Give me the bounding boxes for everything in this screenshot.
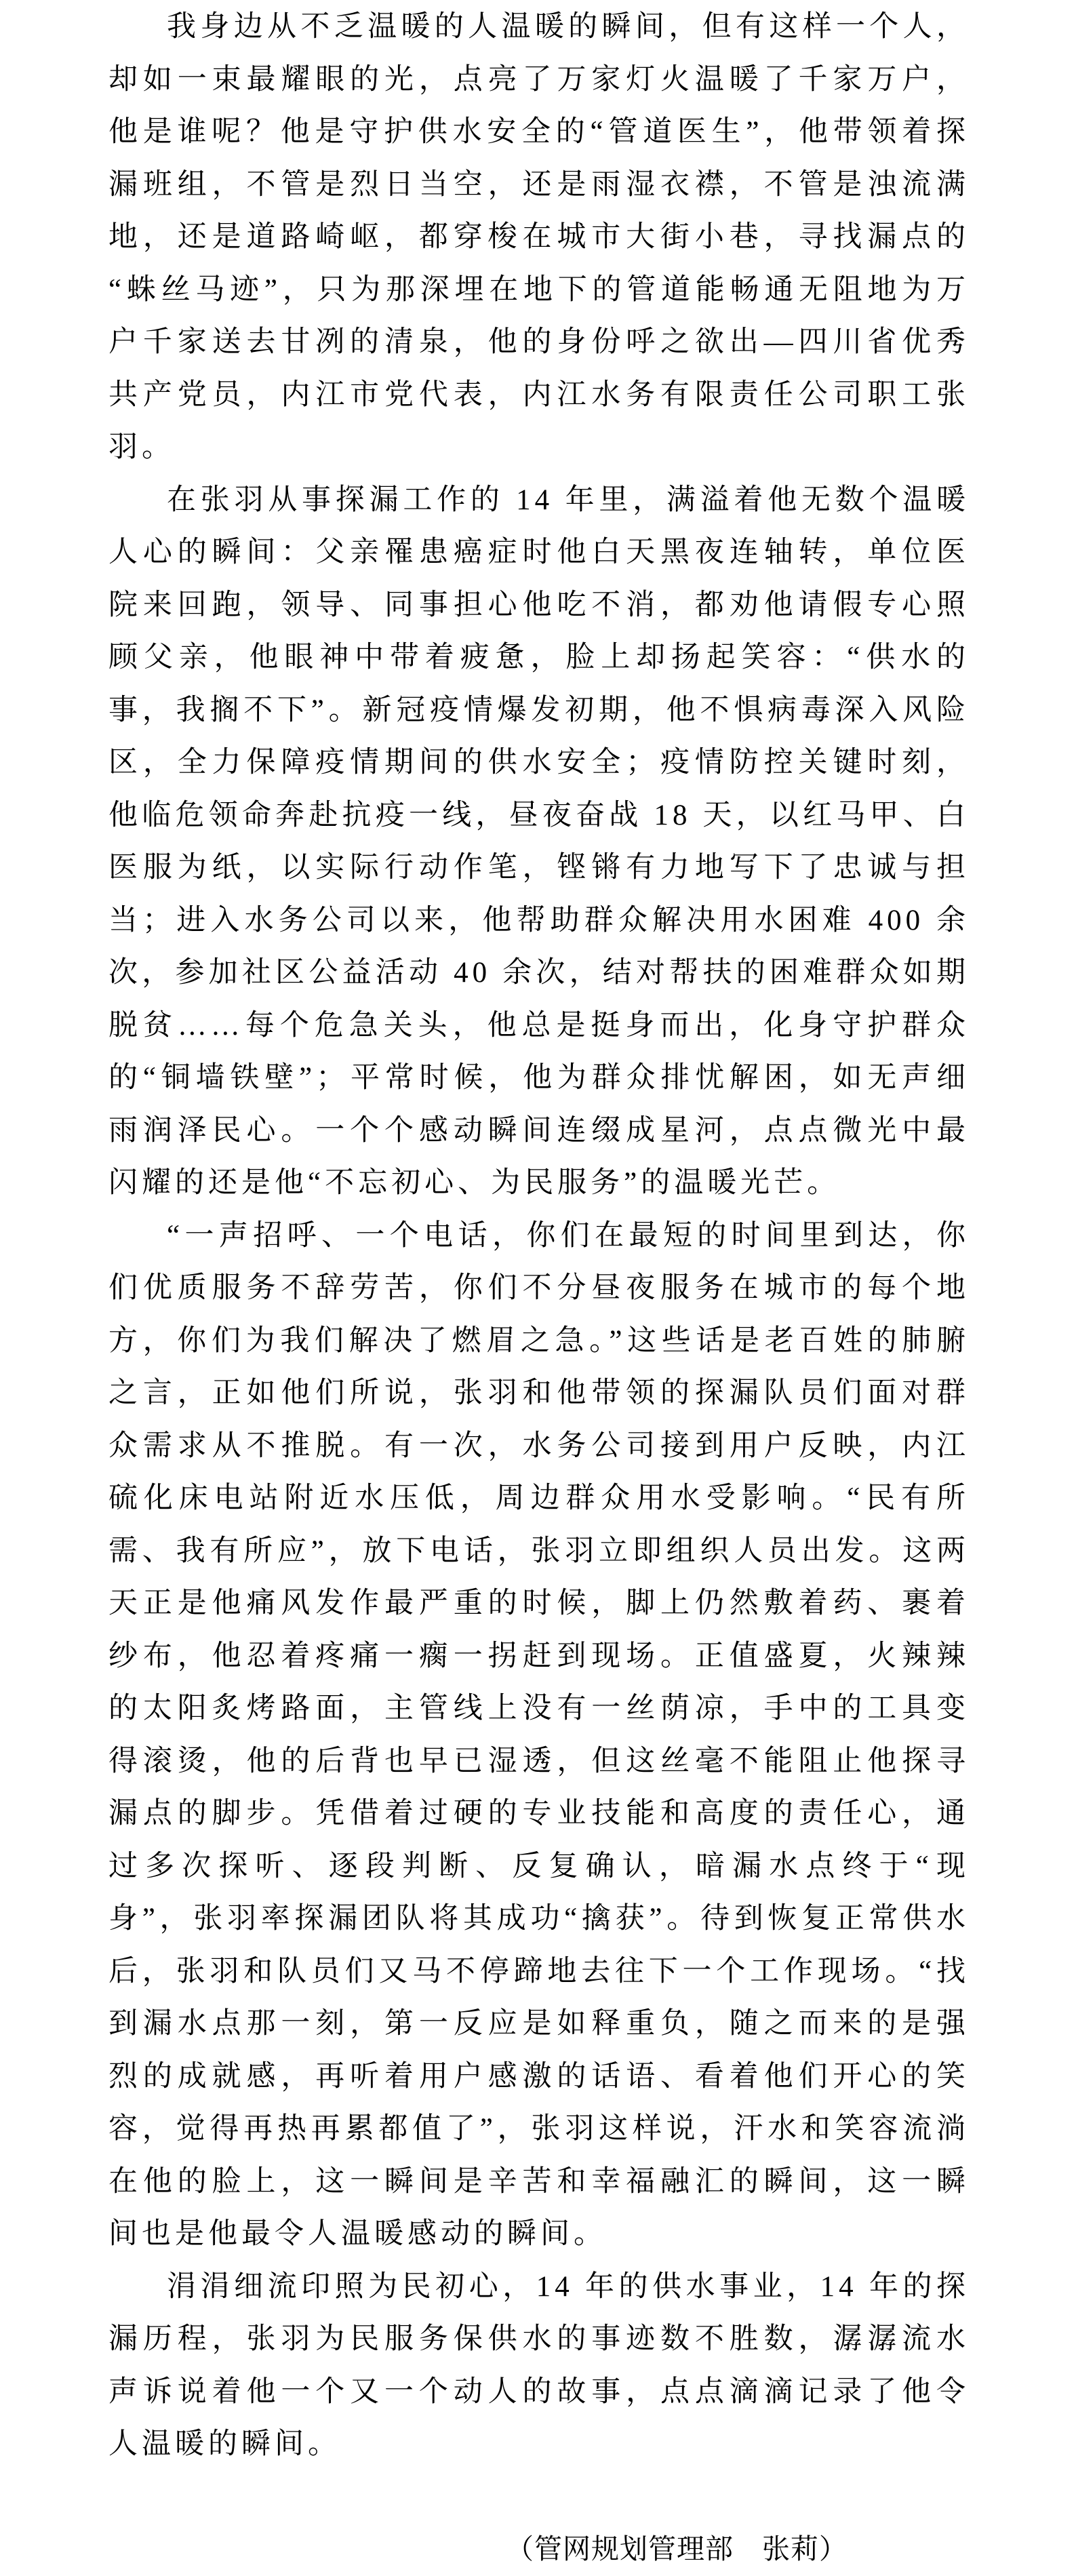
body-paragraph-3: “一声招呼、一个电话，你们在最短的时间里到达，你们优质服务不辞劳苦，你们不分昼夜服务在城市的每个地方，你们为我们解决了燃眉之急。”这些话是老百姓的肺腑之言，正如他们所说，张羽和他带领的探漏队员们面对群众需求从不推脱。有一次，水务公司接到用户反映，内江硫化床电站附近水压低，周边群众用水受影响。“民有所需、我有所应”，放下电话，张羽立即组织人员出发。这两天正是他痛风发作最严重的时候，脚上仍然敷着药、裹着纱布，他忍着疼痛一瘸一拐赶到现场。正值盛夏，火辣辣的太阳炙烤路面，主管线上没有一丝荫凉，手中的工具变得滚烫，他的后背也早已湿透，但这丝毫不能阻止他探寻漏点的脚步。凭借着过硬的专业技能和高度的责任心，通过多次探听、逐段判断、反复确认，暗漏水点终于“现身”，张羽率探漏团队将其成功“擒获”。待到恢复正常供水后，张羽和队员们又马不停蹄地去往下一个工作现场。“找到漏水点那一刻，第一反应是如释重负，随之而来的是强烈的成就感，再听着用户感激的话语、看着他们开心的笑容，觉得再热再累都值了”，张羽这样说，汗水和笑容流淌在他的脸上，这一瞬间是辛苦和幸福融汇的瞬间，这一瞬间也是他最令人温暖感动的瞬间。: [108, 1219, 970, 2250]
body-paragraph-4: 涓涓细流印照为民初心，14 年的供水事业，14 年的探漏历程，张羽为民服务保供水的事迹数不胜数，潺潺流水声诉说着他一个又一个动人的故事，点点滴滴记录了他令人温暖的瞬间。: [108, 2270, 970, 2460]
document-body: [108, 1, 970, 2471]
body-paragraph-1: 我身边从不乏温暖的人温暖的瞬间，但有这样一个人，却如一束最耀眼的光，点亮了万家灯火温暖了千家万户，他是谁呢？他是守护供水安全的“管道医生”，他带领着探漏班组，不管是烈日当空，还是雨湿衣襟，不管是浊流满地，还是道路崎岖，都穿梭在城市大街小巷，寻找漏点的“蛛丝马迹”，只为那深埋在地下的管道能畅通无阻地为万户千家送去甘冽的清泉，他的身份呼之欲出—四川省优秀共产党员，内江市党代表，内江水务有限责任公司职工张羽。: [108, 11, 970, 463]
author-signature: （管网规划管理部 张莉）: [506, 2533, 848, 2564]
body-paragraph-2: 在张羽从事探漏工作的 14 年里，满溢着他无数个温暖人心的瞬间：父亲罹患癌症时他白天黑夜连轴转，单位医院来回跑，领导、同事担心他吃不消，都劝他请假专心照顾父亲，他眼神中带着疲惫，脸上却扬起笑容：“供水的事，我搁不下”。新冠疫情爆发初期，他不惧病毒深入风险区，全力保障疫情期间的供水安全；疫情防控关键时刻，他临危领命奔赴抗疫一线，昼夜奋战 18 天，以红马甲、白医服为纸，以实际行动作笔，铿锵有力地写下了忠诚与担当；进入水务公司以来，他帮助群众解决用水困难 400 余次，参加社区公益活动 40 余次，结对帮扶的困难群众如期脱贫……每个危急关头，他总是挺身而出，化身守护群众的“铜墙铁壁”；平常时候，他为群众排忧解困，如无声细雨润泽民心。一个个感动瞬间连缀成星河，点点微光中最闪耀的还是他“不忘初心、为民服务”的温暖光芒。: [108, 483, 970, 1199]
